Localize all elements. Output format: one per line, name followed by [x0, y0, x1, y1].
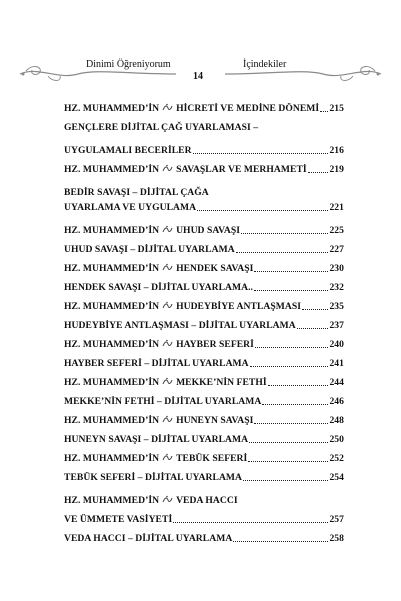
- toc-entry[interactable]: [64, 100, 344, 114]
- toc-entry-title: [64, 320, 296, 331]
- toc-entry-title: [64, 145, 192, 156]
- toc-entry-text: SAVAŞLAR VE MERHAMETİ: [176, 164, 307, 175]
- toc-entry[interactable]: [64, 317, 344, 331]
- toc-entry-title: [64, 244, 235, 255]
- toc-entry[interactable]: [64, 469, 344, 483]
- toc-page-number: 246: [329, 396, 344, 407]
- salawat-symbol-icon: [162, 225, 173, 234]
- toc-entry-text: HUNEYN SAVAŞI: [176, 415, 254, 426]
- toc-entry[interactable]: [64, 374, 344, 388]
- dot-leader: [241, 224, 328, 234]
- toc-page-number: 237: [329, 320, 344, 331]
- toc-page-number: 225: [329, 225, 344, 236]
- toc-entry-text: HZ. MUHAMMED’İN: [64, 263, 160, 274]
- toc-entry-text: VEDA HACCI: [176, 495, 238, 506]
- toc-entry-text: UYARLAMA VE UYGULAMA: [64, 202, 197, 213]
- toc-entry-text: HZ. MUHAMMED’İN: [64, 453, 160, 464]
- toc-page-number: 235: [329, 301, 344, 312]
- toc-entry-text: VEDA HACCI – DİJİTAL UYARLAMA: [64, 533, 233, 544]
- toc-page-number: 216: [329, 145, 344, 156]
- toc-entry-text: MEKKE’NİN FETHİ – DİJİTAL UYARLAMA: [64, 396, 262, 407]
- toc-page-number: 248: [329, 415, 344, 426]
- toc-entry-text: HUDEYBİYE ANTLAŞMASI – DİJİTAL UYARLAMA: [64, 320, 296, 331]
- salawat-symbol-icon: [162, 339, 173, 348]
- salawat-symbol-icon: [162, 164, 173, 173]
- toc-page-number: 241: [329, 358, 344, 369]
- toc-entry-text: GENÇLERE DİJİTAL ÇAĞ UYARLAMASI –: [64, 122, 259, 133]
- salawat-symbol-icon: [162, 495, 173, 504]
- toc-entry-title: [64, 103, 319, 114]
- toc-entry-text: TEBÜK SEFERİ: [176, 453, 248, 464]
- toc-entry[interactable]: [64, 260, 344, 274]
- toc-entry[interactable]: [64, 412, 344, 426]
- dot-leader: [308, 163, 329, 173]
- toc-entry[interactable]: [64, 511, 344, 525]
- dot-leader: [268, 376, 329, 386]
- toc-page-number: 232: [329, 282, 344, 293]
- toc-entry[interactable]: [64, 241, 344, 255]
- toc-entry-title: [64, 263, 253, 274]
- toc-entry[interactable]: [64, 119, 344, 133]
- section-title: İçindekiler: [243, 59, 287, 70]
- book-title: Dinimi Öğreniyorum: [86, 59, 171, 70]
- toc-page-number: 230: [329, 263, 344, 274]
- toc-entry-title: [64, 282, 253, 293]
- running-header: [0, 52, 401, 92]
- toc-page-number: 215: [329, 103, 344, 114]
- toc-page-number: 227: [329, 244, 344, 255]
- toc-entry-title: [64, 122, 258, 133]
- dot-leader: [302, 300, 328, 310]
- toc-entry-text: HZ. MUHAMMED’İN: [64, 339, 160, 350]
- toc-entry-text: HZ. MUHAMMED’İN: [64, 377, 160, 388]
- toc-entry-title: [64, 434, 248, 445]
- dot-leader: [254, 281, 328, 291]
- dot-leader: [248, 452, 328, 462]
- toc-page-number: 244: [329, 377, 344, 388]
- toc-entry-title: [64, 301, 301, 312]
- toc-entry[interactable]: [64, 336, 344, 350]
- salawat-symbol-icon: [162, 103, 173, 112]
- toc-page-number: 240: [329, 339, 344, 350]
- toc-entry[interactable]: [64, 199, 344, 213]
- toc-page-number: 219: [329, 164, 344, 175]
- toc-entry-title: [64, 225, 240, 236]
- dot-leader: [297, 319, 329, 329]
- toc-entry-text: HUDEYBİYE ANTLAŞMASI: [176, 301, 302, 312]
- toc-entry-text: HZ. MUHAMMED’İN: [64, 415, 160, 426]
- toc-entry-text: HZ. MUHAMMED’İN: [64, 495, 160, 506]
- salawat-symbol-icon: [162, 453, 173, 462]
- toc-entry[interactable]: [64, 393, 344, 407]
- toc-page-number: 257: [329, 514, 344, 525]
- dot-leader: [197, 201, 328, 211]
- toc-entry-text: UHUD SAVAŞI – DİJİTAL UYARLAMA: [64, 244, 235, 255]
- salawat-symbol-icon: [162, 263, 173, 272]
- salawat-symbol-icon: [162, 301, 173, 310]
- salawat-symbol-icon: [162, 415, 173, 424]
- toc-entry-text: TEBÜK SEFERİ – DİJİTAL UYARLAMA: [64, 472, 243, 483]
- toc-entry-title: [64, 533, 232, 544]
- toc-entry-text: UHUD SAVAŞI: [176, 225, 240, 236]
- toc-entry-title: [64, 377, 267, 388]
- toc-entry-text: HİCRETİ VE MEDİNE DÖNEMİ: [176, 103, 320, 114]
- dot-leader: [193, 144, 329, 154]
- toc-entry[interactable]: [64, 161, 344, 175]
- toc-entry-text: BEDİR SAVAŞI – DİJİTAL ÇAĞA: [64, 187, 209, 198]
- toc-entry-text: HAYBER SEFERİ: [176, 339, 254, 350]
- toc-entry[interactable]: [64, 530, 344, 544]
- page-number: 14: [193, 71, 203, 82]
- toc-entry-text: HZ. MUHAMMED’İN: [64, 164, 160, 175]
- toc-entry-title: [64, 472, 242, 483]
- toc-entry-text: HAYBER SEFERİ – DİJİTAL UYARLAMA: [64, 358, 249, 369]
- toc-entry-title: [64, 339, 254, 350]
- toc-entry-text: HENDEK SAVAŞI – DİJİTAL UYARLAMA..: [64, 282, 253, 293]
- dot-leader: [233, 532, 328, 542]
- toc-entry-text: HUNEYN SAVAŞI – DİJİTAL UYARLAMA: [64, 434, 249, 445]
- toc-page-number: 254: [329, 472, 344, 483]
- toc-entry-title: [64, 164, 307, 175]
- toc-entry-text: HZ. MUHAMMED’İN: [64, 301, 160, 312]
- toc-page-number: 252: [329, 453, 344, 464]
- salawat-symbol-icon: [162, 377, 173, 386]
- dot-leader: [254, 262, 328, 272]
- toc-entry-title: [64, 453, 247, 464]
- toc-entry-title: [64, 187, 209, 198]
- toc-entry[interactable]: [64, 298, 344, 312]
- dot-leader: [250, 357, 329, 367]
- toc-entry-text: HZ. MUHAMMED’İN: [64, 103, 160, 114]
- toc-entry[interactable]: [64, 450, 344, 464]
- dot-leader: [236, 243, 329, 253]
- toc-entry-title: [64, 202, 196, 213]
- dot-leader: [173, 513, 328, 523]
- toc-entry-text: HZ. MUHAMMED’İN: [64, 225, 160, 236]
- toc-entry[interactable]: [64, 492, 344, 506]
- dot-leader: [249, 433, 328, 443]
- dot-leader: [255, 338, 329, 348]
- toc-page-number: 250: [329, 434, 344, 445]
- dot-leader: [254, 414, 328, 424]
- toc-entry-title: [64, 514, 172, 525]
- toc-entry-title: [64, 495, 238, 506]
- toc-page-number: 258: [329, 533, 344, 544]
- toc-entry-title: [64, 415, 253, 426]
- toc-entry[interactable]: [64, 142, 344, 156]
- toc-entry[interactable]: [64, 184, 344, 198]
- toc-entry-title: [64, 358, 249, 369]
- toc-entry-text: VE ÜMMETE VASİYETİ: [64, 514, 173, 525]
- dot-leader: [243, 471, 328, 481]
- toc-entry[interactable]: [64, 222, 344, 236]
- toc-entry-title: [64, 396, 261, 407]
- dot-leader: [320, 102, 328, 112]
- toc-entry-text: UYGULAMALI BECERİLER: [64, 145, 192, 156]
- toc-entry-text: MEKKE’NİN FETHİ: [176, 377, 267, 388]
- dot-leader: [262, 395, 328, 405]
- toc-entry-text: HENDEK SAVAŞI: [176, 263, 254, 274]
- toc-page-number: 221: [329, 202, 344, 213]
- toc-entry[interactable]: [64, 279, 344, 293]
- toc-entry[interactable]: [64, 355, 344, 369]
- toc-entry[interactable]: [64, 431, 344, 445]
